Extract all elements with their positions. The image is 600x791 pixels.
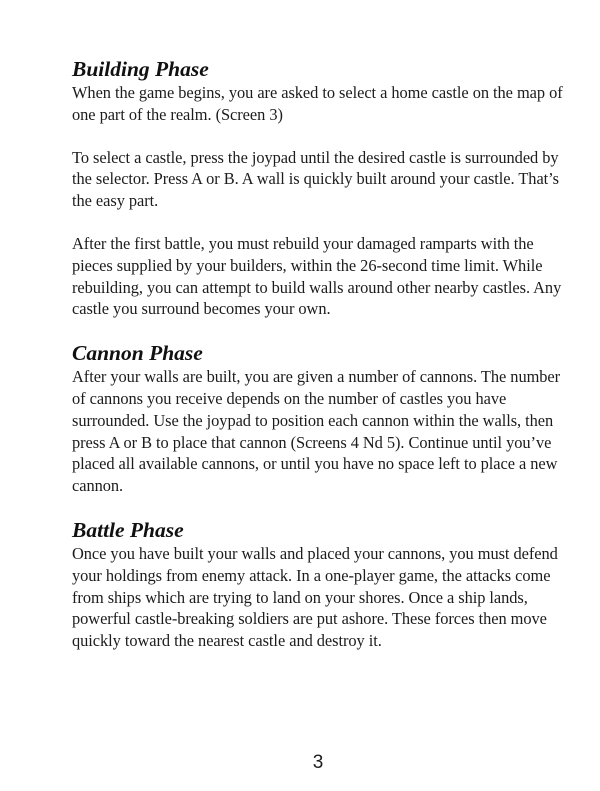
paragraph: To select a castle, press the joypad until the desired castle is surrounded by the selector. Press A or B. A wall is quickly built around your castle. That’s the easy part. xyxy=(72,147,560,211)
paragraph: When the game begins, you are asked to select a home castle on the map of one part of the realm. (Screen 3) xyxy=(72,83,563,124)
section-heading: Battle Phase xyxy=(72,517,184,542)
page-content xyxy=(72,56,572,672)
section-cannon-phase xyxy=(72,340,572,497)
paragraph: After your walls are built, you are given a number of cannons. The number of cannons you receive depends on the number of castles you have surrounded. Use the joypad to position each cannon within the walls, then press A or B to place that cannon (Screens 4 Nd 5). Continue until you’ve placed all available cannons, or until you have no space left to place a new cannon. xyxy=(72,367,561,496)
paragraph: Once you have built your walls and placed your cannons, you must defend your holdings from enemy attack. In a one-player game, the attacks come from ships which are trying to land on your shores. Once a ship lands, powerful castle-breaking soldiers are put ashore. These forces then move quickly toward the nearest castle and destroy it. xyxy=(72,543,558,651)
section-heading: Building Phase xyxy=(72,57,209,81)
page-number: 3 xyxy=(312,752,324,773)
section-building-phase xyxy=(72,56,572,320)
paragraph: After the first battle, you must rebuild your damaged ramparts with the pieces supplied by your builders, within the 26-second time limit. While rebuilding, you can attempt to build walls around other nearby castles. Any castle you surround becomes your own. xyxy=(72,233,562,319)
section-battle-phase xyxy=(72,517,572,652)
section-heading: Cannon Phase xyxy=(72,341,203,366)
